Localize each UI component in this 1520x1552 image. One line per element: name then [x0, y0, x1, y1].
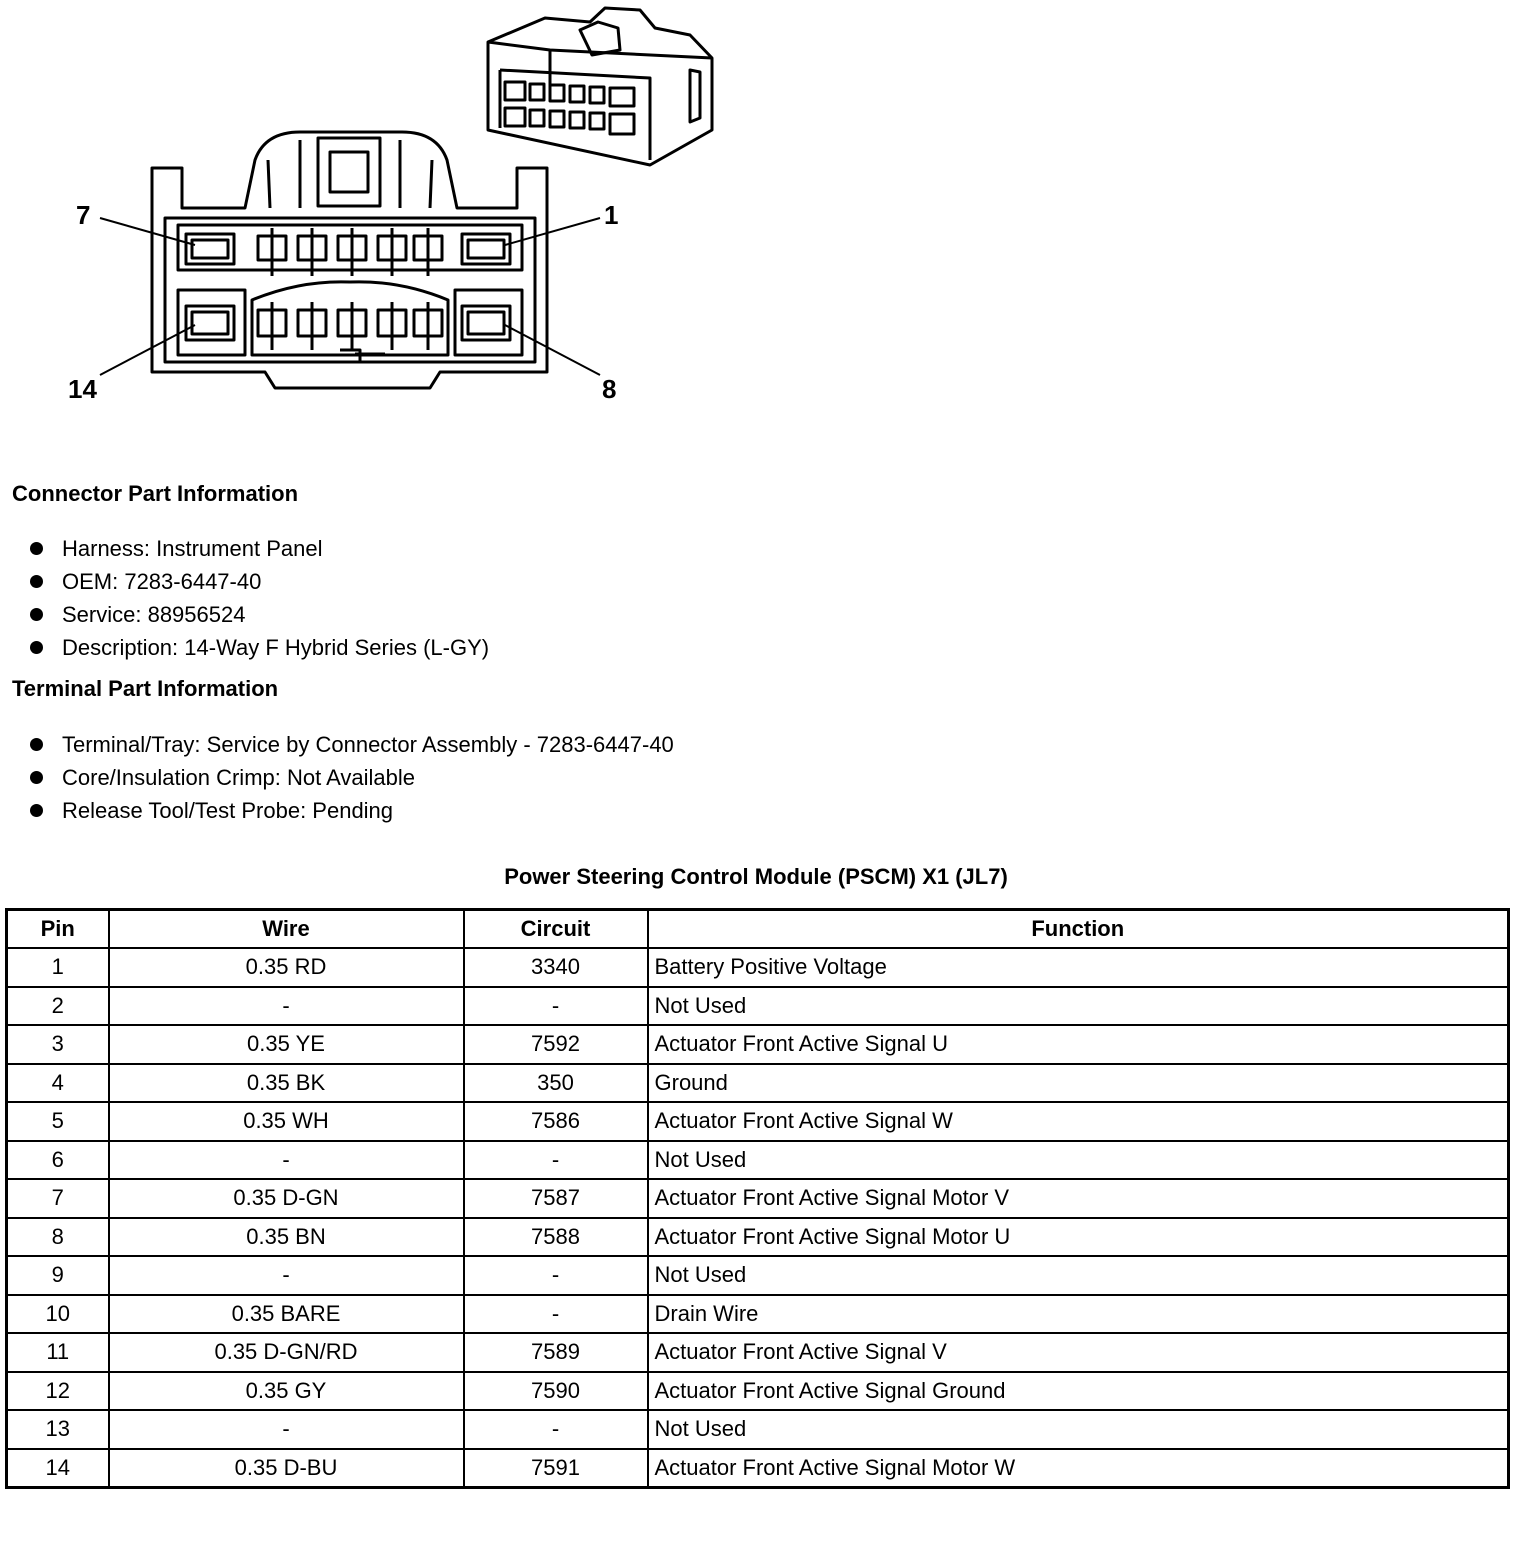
cell-function: Actuator Front Active Signal Ground: [648, 1372, 1509, 1411]
cell-circuit: -: [464, 1141, 648, 1180]
cell-wire: -: [109, 1141, 464, 1180]
cell-function: Ground: [648, 1064, 1509, 1103]
cell-wire: 0.35 BK: [109, 1064, 464, 1103]
cell-circuit: -: [464, 987, 648, 1026]
bullet-icon: [30, 804, 43, 817]
table-row: [7, 948, 1509, 987]
cell-circuit: 7591: [464, 1449, 648, 1488]
list-item: Harness: Instrument Panel: [30, 532, 489, 565]
list-item: Release Tool/Test Probe: Pending: [30, 794, 674, 827]
cell-circuit: -: [464, 1410, 648, 1449]
connector-info-list: [30, 532, 489, 664]
table-header-row: [7, 910, 1509, 949]
cell-pin: 13: [7, 1410, 109, 1449]
pin-label-8: 8: [602, 374, 617, 404]
connector-info-heading: Connector Part Information: [12, 481, 299, 506]
cell-function: Actuator Front Active Signal Motor U: [648, 1218, 1509, 1257]
pin-label-7: 7: [76, 200, 91, 230]
table-row: [7, 1102, 1509, 1141]
connector-isometric-view: [488, 8, 712, 165]
cell-function: Actuator Front Active Signal V: [648, 1333, 1509, 1372]
cell-pin: 10: [7, 1295, 109, 1334]
cell-circuit: -: [464, 1295, 648, 1334]
cell-pin: 1: [7, 948, 109, 987]
cell-wire: 0.35 WH: [109, 1102, 464, 1141]
cell-pin: 2: [7, 987, 109, 1026]
cell-pin: 6: [7, 1141, 109, 1180]
cell-pin: 9: [7, 1256, 109, 1295]
cell-pin: 4: [7, 1064, 109, 1103]
cell-circuit: 3340: [464, 948, 648, 987]
table-row: [7, 1372, 1509, 1411]
cell-wire: -: [109, 987, 464, 1026]
cell-wire: 0.35 D-BU: [109, 1449, 464, 1488]
list-item: Description: 14-Way F Hybrid Series (L-GY): [30, 631, 489, 664]
table-row: [7, 1179, 1509, 1218]
list-item: OEM: 7283-6447-40: [30, 565, 489, 598]
cell-wire: 0.35 GY: [109, 1372, 464, 1411]
cell-circuit: -: [464, 1256, 648, 1295]
cell-wire: -: [109, 1410, 464, 1449]
cell-circuit: 7586: [464, 1102, 648, 1141]
table-row: [7, 1141, 1509, 1180]
cell-function: Actuator Front Active Signal Motor W: [648, 1449, 1509, 1488]
table-row: [7, 987, 1509, 1026]
table-row: [7, 1449, 1509, 1488]
cell-pin: 7: [7, 1179, 109, 1218]
table-row: [7, 1333, 1509, 1372]
cell-wire: 0.35 BN: [109, 1218, 464, 1257]
table-row: [7, 1256, 1509, 1295]
list-item: Core/Insulation Crimp: Not Available: [30, 761, 674, 794]
bottom-row-cavities: [186, 302, 510, 350]
cell-wire: 0.35 BARE: [109, 1295, 464, 1334]
table-row: [7, 1295, 1509, 1334]
cell-pin: 14: [7, 1449, 109, 1488]
table-row: [7, 1025, 1509, 1064]
bullet-icon: [30, 641, 43, 654]
cell-function: Actuator Front Active Signal Motor V: [648, 1179, 1509, 1218]
cell-pin: 11: [7, 1333, 109, 1372]
bullet-icon: [30, 738, 43, 751]
cell-function: Not Used: [648, 1410, 1509, 1449]
cell-wire: 0.35 D-GN: [109, 1179, 464, 1218]
terminal-info-list: [30, 728, 674, 827]
cell-pin: 12: [7, 1372, 109, 1411]
list-item: Service: 88956524: [30, 598, 489, 631]
column-header-circuit: Circuit: [464, 910, 648, 949]
bullet-icon: [30, 608, 43, 621]
table-row: [7, 1064, 1509, 1103]
cell-circuit: 7588: [464, 1218, 648, 1257]
cell-pin: 3: [7, 1025, 109, 1064]
table-row: [7, 1218, 1509, 1257]
cell-function: Actuator Front Active Signal U: [648, 1025, 1509, 1064]
table-title: Power Steering Control Module (PSCM) X1 (JL7): [504, 864, 1008, 889]
cell-circuit: 7589: [464, 1333, 648, 1372]
column-header-wire: Wire: [109, 910, 464, 949]
cell-wire: 0.35 D-GN/RD: [109, 1333, 464, 1372]
cell-circuit: 7587: [464, 1179, 648, 1218]
cell-wire: 0.35 RD: [109, 948, 464, 987]
table-body: [7, 948, 1509, 1487]
cell-circuit: 350: [464, 1064, 648, 1103]
cell-function: Drain Wire: [648, 1295, 1509, 1334]
cell-pin: 5: [7, 1102, 109, 1141]
cell-wire: -: [109, 1256, 464, 1295]
bullet-icon: [30, 542, 43, 555]
table-row: [7, 1410, 1509, 1449]
cell-function: Actuator Front Active Signal W: [648, 1102, 1509, 1141]
pin-label-14: 14: [68, 374, 97, 404]
cell-pin: 8: [7, 1218, 109, 1257]
cell-function: Not Used: [648, 987, 1509, 1026]
cell-function: Battery Positive Voltage: [648, 948, 1509, 987]
cell-wire: 0.35 YE: [109, 1025, 464, 1064]
cell-function: Not Used: [648, 1141, 1509, 1180]
cell-circuit: 7590: [464, 1372, 648, 1411]
list-item: Terminal/Tray: Service by Connector Assembly - 7283-6447-40: [30, 728, 674, 761]
cell-circuit: 7592: [464, 1025, 648, 1064]
column-header-pin: Pin: [7, 910, 109, 949]
terminal-info-heading: Terminal Part Information: [12, 676, 279, 701]
cell-function: Not Used: [648, 1256, 1509, 1295]
pinout-table: [5, 908, 1510, 1489]
connector-diagram: [0, 0, 760, 420]
column-header-function: Function: [648, 910, 1509, 949]
bullet-icon: [30, 771, 43, 784]
bullet-icon: [30, 575, 43, 588]
pin-label-1: 1: [604, 200, 619, 230]
